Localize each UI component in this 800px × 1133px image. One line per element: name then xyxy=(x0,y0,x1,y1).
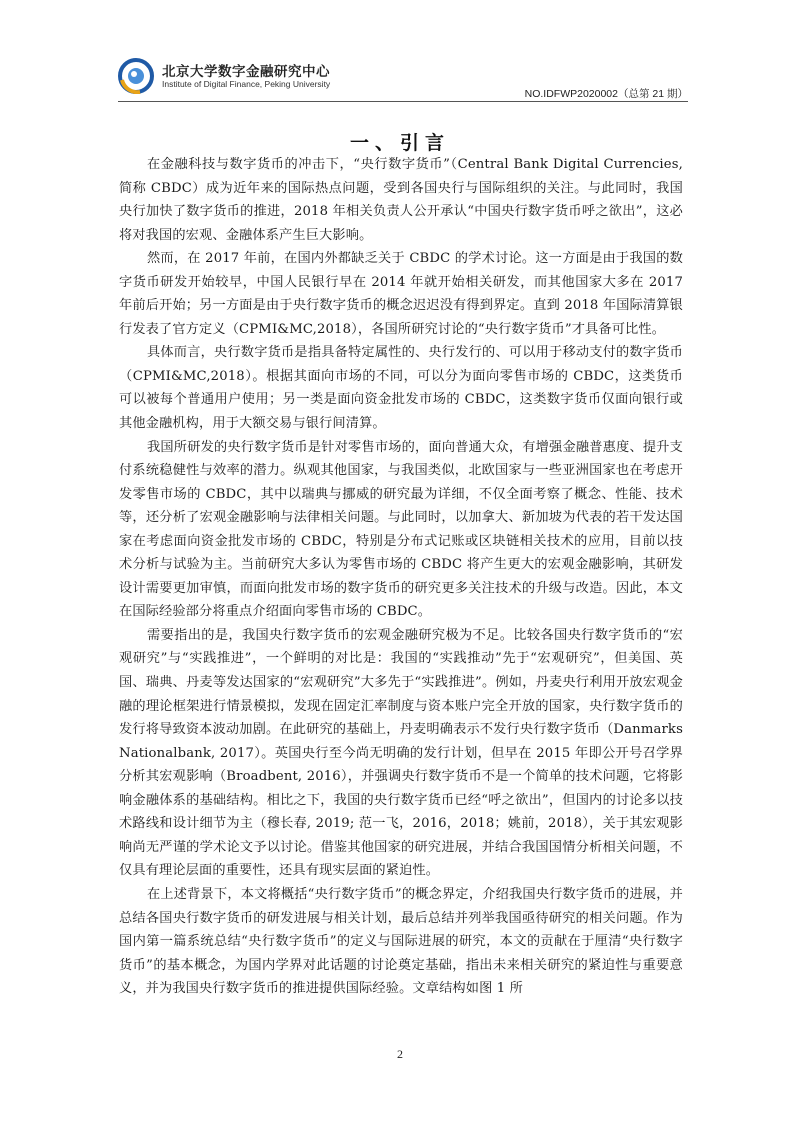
paragraph: 在金融科技与数字货币的冲击下，“央行数字货币”（Central Bank Digital Currencies,简称 CBDC）成为近年来的国际热点问题，受到各国央行与国际组织的关注。与此同时，我国央行加快了数字货币的推进，2018 年相关负责人公开承认“中国央行数字货币呼之欲出”，这必将对我国的宏观、金融体系产生巨大影响。 xyxy=(119,157,683,243)
page-header xyxy=(118,54,688,102)
page-number: 2 xyxy=(397,1047,403,1061)
body-text xyxy=(119,153,683,1001)
institute-name-cn: 北京大学数字金融研究中心 xyxy=(162,64,330,80)
header-divider xyxy=(118,101,688,102)
paragraph: 需要指出的是，我国央行数字货币的宏观金融研究极为不足。比较各国央行数字货币的“宏观研究”与“实践推进”，一个鲜明的对比是：我国的“实践推动”先于“宏观研究”，但美国、英国、瑞典、丹麦等发达国家的“宏观研究”大多先于“实践推进”。例如，丹麦央行利用开放宏观金融的理论框架进行情景模拟，发现在固定汇率制度与资本账户完全开放的国家，央行数字货币的发行将导致资本波动加剧。在此研究的基础上，丹麦明确表示不发行央行数字货币（Danmarks Nationalbank, 2017）。英国央行至今尚无明确的发行计划，但早在 2015 年即公开号召学界分析其宏观影响（Broadbent, 2016），并强调央行数字货币不是一个简单的技术问题，它将影响金融体系的基础结构。相比之下，我国的央行数字货币已经“呼之欲出”，但国内的讨论多以技术路线和设计细节为主（穆长春, 2019; 范一飞，2016，2018；姚前，2018），关于其宏观影响尚无严谨的学术论文予以讨论。借鉴其他国家的研究进展，并结合我国国情分析相关问题，不仅具有理论层面的重要性，还具有现实层面的紧迫性。 xyxy=(119,627,683,879)
paragraph: 然而，在 2017 年前，在国内外都缺乏关于 CBDC 的学术讨论。这一方面是由于我国的数字货币研发开始较早，中国人民银行早在 2014 年就开始相关研发，而其他国家大多在 2017 年前后开始；另一方面是由于央行数字货币的概念迟迟没有得到界定。直到 2018 年国际清算银行发表了官方定义（CPMI&MC,2018），各国所研究讨论的“央行数字货币”才具备可比性。 xyxy=(119,251,683,337)
section-title: 一、引言 xyxy=(349,131,450,154)
paragraph: 在上述背景下，本文将概括“央行数字货币”的概念界定，介绍我国央行数字货币的进展，并总结各国央行数字货币的研发进展与相关计划，最后总结并列举我国亟待研究的相关问题。作为国内第一篇系统总结“央行数字货币”的定义与国际进展的研究，本文的贡献在于厘清“央行数字货币”的基本概念，为国内学界对此话题的讨论奠定基础，指出未来相关研究的紧迫性与重要意义，并为我国央行数字货币的推进提供国际经验。文章结构如图 1 所 xyxy=(119,886,683,997)
institute-logo-icon xyxy=(118,58,154,94)
paragraph: 我国所研发的央行数字货币是针对零售市场的，面向普通大众，有增强金融普惠度、提升支付系统稳健性与效率的潜力。纵观其他国家，与我国类似，北欧国家与一些亚洲国家也在考虑开发零售市场的 CBDC，其中以瑞典与挪威的研究最为详细，不仅全面考察了概念、性能、技术等，还分析了宏观金融影响与法律相关问题。与此同时，以加拿大、新加坡为代表的若干发达国家在考虑面向资金批发市场的 CBDC，特别是分布式记账或区块链相关技术的应用，目前以技术分析与试验为主。当前研究大多认为零售市场的 CBDC 将产生更大的宏观金融影响，其研发设计需要更加审慎，而面向批发市场的数字货币的研究更多关注技术的升级与改造。因此，本文在国际经验部分将重点介绍面向零售市场的 CBDC。 xyxy=(119,439,683,620)
paragraph: 具体而言，央行数字货币是指具备特定属性的、央行发行的、可以用于移动支付的数字货币（CPMI&MC,2018）。根据其面向市场的不同，可以分为面向零售市场的 CBDC，这类货币可以被每个普通用户使用；另一类是面向资金批发市场的 CBDC，这类数字货币仅面向银行或其他金融机构，用于大额交易与银行间清算。 xyxy=(119,345,683,432)
institute-name-en: Institute of Digital Finance, Peking University xyxy=(162,79,331,89)
document-number: NO.IDFWP2020002（总第 21 期） xyxy=(524,88,688,100)
